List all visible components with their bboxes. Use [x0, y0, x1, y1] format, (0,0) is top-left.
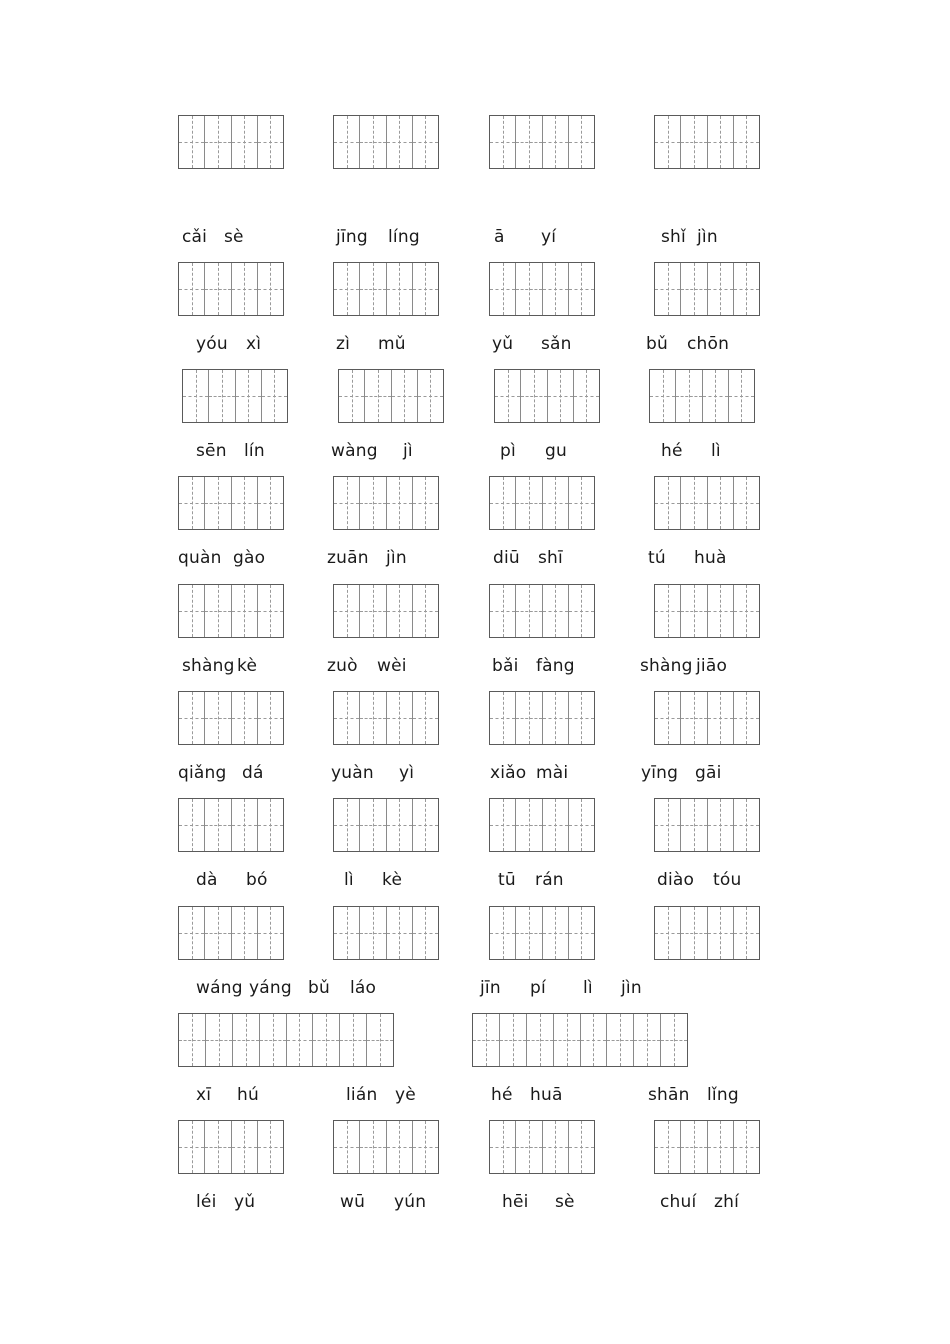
character-cell[interactable]	[495, 370, 520, 422]
pinyin-syllable: tú	[648, 548, 666, 568]
character-cell[interactable]	[179, 1014, 205, 1066]
character-cell[interactable]	[707, 477, 733, 529]
character-cell[interactable]	[515, 116, 541, 168]
pinyin-syllable: gu	[545, 441, 567, 461]
character-cell[interactable]	[334, 116, 359, 168]
pinyin-syllable: sǎn	[541, 334, 572, 354]
character-cell[interactable]	[568, 263, 594, 315]
pinyin-syllable: fàng	[536, 656, 575, 676]
writing-box-idiom[interactable]	[472, 1013, 688, 1067]
character-cell[interactable]	[707, 585, 733, 637]
pinyin-syllable: láo	[350, 978, 377, 998]
character-cell[interactable]	[231, 799, 257, 851]
writing-box-idiom[interactable]	[178, 1013, 394, 1067]
character-cell[interactable]	[675, 370, 701, 422]
pinyin-syllable: bó	[246, 870, 268, 890]
pinyin-syllable: shàng	[182, 656, 235, 676]
pinyin-syllable: tū	[498, 870, 516, 890]
character-cell[interactable]	[179, 692, 204, 744]
character-cell[interactable]	[257, 263, 283, 315]
pinyin-syllable: huā	[530, 1085, 563, 1105]
pinyin-syllable: yè	[395, 1085, 416, 1105]
character-cell[interactable]	[179, 116, 204, 168]
character-cell[interactable]	[364, 370, 390, 422]
writing-box[interactable]	[654, 691, 760, 745]
writing-box[interactable]	[654, 262, 760, 316]
character-cell[interactable]	[490, 585, 515, 637]
character-cell[interactable]	[179, 799, 204, 851]
character-cell[interactable]	[412, 585, 438, 637]
pinyin-syllable: jiāo	[696, 656, 728, 676]
pinyin-syllable: shàng	[640, 656, 693, 676]
character-cell[interactable]	[179, 907, 204, 959]
character-cell[interactable]	[515, 799, 541, 851]
writing-box[interactable]	[178, 262, 284, 316]
character-cell[interactable]	[359, 263, 385, 315]
character-cell[interactable]	[231, 477, 257, 529]
pinyin-syllable: bǎi	[492, 656, 519, 676]
character-cell[interactable]	[359, 1121, 385, 1173]
pinyin-syllable: xì	[246, 334, 262, 354]
writing-box[interactable]	[178, 691, 284, 745]
character-cell[interactable]	[257, 116, 283, 168]
pinyin-syllable: qiǎng	[178, 763, 227, 783]
character-cell[interactable]	[386, 907, 412, 959]
character-cell[interactable]	[655, 692, 680, 744]
writing-box[interactable]	[489, 476, 595, 530]
character-cell[interactable]	[568, 116, 594, 168]
pinyin-syllable: jì	[403, 441, 413, 461]
pinyin-syllable: bǔ	[308, 978, 330, 998]
writing-box[interactable]	[178, 906, 284, 960]
writing-box[interactable]	[178, 584, 284, 638]
character-cell[interactable]	[680, 263, 706, 315]
writing-box[interactable]	[333, 115, 439, 169]
writing-box[interactable]	[178, 798, 284, 852]
character-cell[interactable]	[707, 116, 733, 168]
character-cell[interactable]	[707, 799, 733, 851]
character-cell[interactable]	[728, 370, 754, 422]
character-cell[interactable]	[204, 585, 230, 637]
character-cell[interactable]	[334, 692, 359, 744]
character-cell[interactable]	[179, 1121, 204, 1173]
character-cell[interactable]	[235, 370, 261, 422]
character-cell[interactable]	[412, 116, 438, 168]
pinyin-syllable: lián	[346, 1085, 378, 1105]
character-cell[interactable]	[542, 585, 568, 637]
character-cell[interactable]	[204, 692, 230, 744]
character-cell[interactable]	[490, 1121, 515, 1173]
writing-box[interactable]	[178, 1120, 284, 1174]
character-cell[interactable]	[733, 116, 759, 168]
pinyin-syllable: huà	[694, 548, 727, 568]
writing-box[interactable]	[489, 115, 595, 169]
character-cell[interactable]	[568, 477, 594, 529]
writing-box[interactable]	[333, 798, 439, 852]
character-cell[interactable]	[412, 1121, 438, 1173]
pinyin-syllable: shān	[648, 1085, 690, 1105]
pinyin-syllable: lì	[583, 978, 593, 998]
character-cell[interactable]	[490, 907, 515, 959]
character-cell[interactable]	[515, 907, 541, 959]
writing-box[interactable]	[178, 476, 284, 530]
character-cell[interactable]	[655, 1121, 680, 1173]
writing-box[interactable]	[333, 1120, 439, 1174]
pinyin-syllable: líng	[388, 227, 420, 247]
pinyin-syllable: dà	[196, 870, 218, 890]
character-cell[interactable]	[231, 263, 257, 315]
character-cell[interactable]	[660, 1014, 687, 1066]
writing-box[interactable]	[489, 262, 595, 316]
pinyin-syllable: yuàn	[331, 763, 374, 783]
character-cell[interactable]	[707, 692, 733, 744]
character-cell[interactable]	[707, 1121, 733, 1173]
character-cell[interactable]	[412, 907, 438, 959]
character-cell[interactable]	[359, 477, 385, 529]
pinyin-syllable: wàng	[331, 441, 378, 461]
character-cell[interactable]	[515, 263, 541, 315]
character-cell[interactable]	[680, 116, 706, 168]
character-cell[interactable]	[339, 1014, 366, 1066]
character-cell[interactable]	[542, 1121, 568, 1173]
pinyin-syllable: hé	[661, 441, 683, 461]
character-cell[interactable]	[490, 263, 515, 315]
character-cell[interactable]	[655, 799, 680, 851]
pinyin-syllable: sēn	[196, 441, 227, 461]
pinyin-syllable: jīng	[336, 227, 368, 247]
character-cell[interactable]	[417, 370, 443, 422]
character-cell[interactable]	[680, 1121, 706, 1173]
character-cell[interactable]	[204, 116, 230, 168]
character-cell[interactable]	[386, 116, 412, 168]
pinyin-syllable: jìn	[621, 978, 642, 998]
pinyin-syllable: yīng	[641, 763, 679, 783]
pinyin-syllable: yún	[394, 1192, 427, 1212]
writing-box[interactable]	[178, 115, 284, 169]
character-cell[interactable]	[553, 1014, 580, 1066]
character-cell[interactable]	[568, 692, 594, 744]
character-cell[interactable]	[542, 799, 568, 851]
character-cell[interactable]	[568, 799, 594, 851]
character-cell[interactable]	[412, 799, 438, 851]
pinyin-syllable: chuí	[660, 1192, 697, 1212]
character-cell[interactable]	[568, 1121, 594, 1173]
writing-box[interactable]	[489, 798, 595, 852]
character-cell[interactable]	[655, 585, 680, 637]
pinyin-syllable: tóu	[713, 870, 742, 890]
pinyin-syllable: xī	[196, 1085, 212, 1105]
character-cell[interactable]	[334, 263, 359, 315]
pinyin-syllable: gào	[233, 548, 266, 568]
character-cell[interactable]	[733, 907, 759, 959]
character-cell[interactable]	[334, 907, 359, 959]
pinyin-syllable: lín	[244, 441, 265, 461]
pinyin-syllable: wáng	[196, 978, 243, 998]
pinyin-syllable: pí	[530, 978, 546, 998]
character-cell[interactable]	[655, 477, 680, 529]
character-cell[interactable]	[412, 692, 438, 744]
character-cell[interactable]	[515, 692, 541, 744]
character-cell[interactable]	[257, 1121, 283, 1173]
character-cell[interactable]	[526, 1014, 553, 1066]
character-cell[interactable]	[257, 907, 283, 959]
character-cell[interactable]	[386, 263, 412, 315]
character-cell[interactable]	[183, 370, 208, 422]
character-cell[interactable]	[568, 907, 594, 959]
character-cell[interactable]	[733, 799, 759, 851]
pinyin-syllable: lì	[344, 870, 354, 890]
pinyin-syllable: cǎi	[182, 227, 208, 247]
pinyin-syllable: xiǎo	[490, 763, 527, 783]
pinyin-syllable: ā	[494, 227, 505, 247]
character-cell[interactable]	[547, 370, 573, 422]
character-cell[interactable]	[257, 692, 283, 744]
writing-box[interactable]	[333, 906, 439, 960]
character-cell[interactable]	[733, 692, 759, 744]
character-cell[interactable]	[568, 585, 594, 637]
pinyin-syllable: wèi	[377, 656, 407, 676]
pinyin-syllable: zì	[336, 334, 351, 354]
character-cell[interactable]	[386, 1121, 412, 1173]
character-cell[interactable]	[179, 477, 204, 529]
pinyin-syllable: hé	[491, 1085, 513, 1105]
writing-box[interactable]	[654, 115, 760, 169]
character-cell[interactable]	[680, 585, 706, 637]
character-cell[interactable]	[334, 1121, 359, 1173]
pinyin-syllable: jīn	[480, 978, 501, 998]
character-cell[interactable]	[231, 585, 257, 637]
writing-box[interactable]	[649, 369, 755, 423]
character-cell[interactable]	[490, 116, 515, 168]
character-cell[interactable]	[179, 263, 204, 315]
character-cell[interactable]	[542, 263, 568, 315]
character-cell[interactable]	[261, 370, 287, 422]
pinyin-syllable: lì	[711, 441, 721, 461]
character-cell[interactable]	[707, 263, 733, 315]
character-cell[interactable]	[542, 907, 568, 959]
pinyin-syllable: pì	[500, 441, 516, 461]
character-cell[interactable]	[515, 585, 541, 637]
character-cell[interactable]	[606, 1014, 633, 1066]
character-cell[interactable]	[257, 799, 283, 851]
writing-box[interactable]	[182, 369, 288, 423]
character-cell[interactable]	[359, 799, 385, 851]
pinyin-syllable: yóu	[196, 334, 228, 354]
writing-box[interactable]	[489, 691, 595, 745]
character-cell[interactable]	[707, 907, 733, 959]
character-cell[interactable]	[386, 477, 412, 529]
character-cell[interactable]	[231, 116, 257, 168]
writing-box[interactable]	[333, 262, 439, 316]
pinyin-syllable: yí	[541, 227, 557, 247]
writing-box[interactable]	[489, 584, 595, 638]
pinyin-syllable: rán	[535, 870, 564, 890]
pinyin-syllable: léi	[196, 1192, 217, 1212]
character-cell[interactable]	[386, 585, 412, 637]
character-cell[interactable]	[490, 692, 515, 744]
character-cell[interactable]	[542, 116, 568, 168]
pinyin-syllable: mài	[536, 763, 569, 783]
pinyin-syllable: bǔ	[646, 334, 668, 354]
pinyin-syllable: yǔ	[492, 334, 514, 354]
character-cell[interactable]	[733, 477, 759, 529]
character-cell[interactable]	[179, 585, 204, 637]
character-cell[interactable]	[490, 477, 515, 529]
character-cell[interactable]	[359, 116, 385, 168]
character-cell[interactable]	[520, 370, 546, 422]
pinyin-syllable: hēi	[502, 1192, 529, 1212]
character-cell[interactable]	[312, 1014, 339, 1066]
character-cell[interactable]	[359, 585, 385, 637]
character-cell[interactable]	[386, 799, 412, 851]
character-cell[interactable]	[515, 477, 541, 529]
pinyin-syllable: kè	[382, 870, 403, 890]
writing-box[interactable]	[333, 584, 439, 638]
character-cell[interactable]	[680, 477, 706, 529]
character-cell[interactable]	[515, 1121, 541, 1173]
writing-box[interactable]	[489, 1120, 595, 1174]
pinyin-syllable: wū	[340, 1192, 366, 1212]
pinyin-syllable: jìn	[386, 548, 407, 568]
character-cell[interactable]	[650, 370, 675, 422]
pinyin-syllable: lǐng	[707, 1085, 739, 1105]
character-cell[interactable]	[334, 477, 359, 529]
writing-box[interactable]	[654, 476, 760, 530]
writing-box[interactable]	[654, 1120, 760, 1174]
character-cell[interactable]	[205, 1014, 232, 1066]
writing-box[interactable]	[338, 369, 444, 423]
pinyin-syllable: quàn	[178, 548, 222, 568]
character-cell[interactable]	[680, 799, 706, 851]
writing-box[interactable]	[654, 584, 760, 638]
character-cell[interactable]	[257, 477, 283, 529]
character-cell[interactable]	[366, 1014, 393, 1066]
pinyin-syllable: diū	[493, 548, 520, 568]
pinyin-syllable: hú	[237, 1085, 259, 1105]
character-cell[interactable]	[386, 692, 412, 744]
character-cell[interactable]	[542, 692, 568, 744]
character-cell[interactable]	[655, 116, 680, 168]
pinyin-syllable: zuò	[327, 656, 358, 676]
character-cell[interactable]	[204, 907, 230, 959]
writing-box[interactable]	[654, 798, 760, 852]
writing-box[interactable]	[489, 906, 595, 960]
character-cell[interactable]	[231, 692, 257, 744]
pinyin-syllable: chōn	[687, 334, 730, 354]
character-cell[interactable]	[542, 477, 568, 529]
character-cell[interactable]	[231, 1121, 257, 1173]
character-cell[interactable]	[473, 1014, 499, 1066]
character-cell[interactable]	[286, 1014, 313, 1066]
character-cell[interactable]	[490, 799, 515, 851]
character-cell[interactable]	[655, 263, 680, 315]
character-cell[interactable]	[204, 477, 230, 529]
character-cell[interactable]	[702, 370, 728, 422]
pinyin-syllable: mǔ	[378, 334, 406, 354]
pinyin-syllable: yǔ	[234, 1192, 256, 1212]
writing-box[interactable]	[654, 906, 760, 960]
pinyin-syllable: dá	[242, 763, 264, 783]
pinyin-syllable: yáng	[249, 978, 292, 998]
character-cell[interactable]	[339, 370, 364, 422]
character-cell[interactable]	[580, 1014, 607, 1066]
writing-box[interactable]	[333, 691, 439, 745]
character-cell[interactable]	[257, 585, 283, 637]
pinyin-syllable: shī	[538, 548, 563, 568]
character-cell[interactable]	[733, 263, 759, 315]
pinyin-syllable: diào	[657, 870, 695, 890]
character-cell[interactable]	[680, 907, 706, 959]
character-cell[interactable]	[359, 907, 385, 959]
character-cell[interactable]	[334, 799, 359, 851]
character-cell[interactable]	[573, 370, 599, 422]
character-cell[interactable]	[204, 799, 230, 851]
pinyin-syllable: sè	[224, 227, 244, 247]
character-cell[interactable]	[259, 1014, 286, 1066]
character-cell[interactable]	[232, 1014, 259, 1066]
pinyin-syllable: jìn	[697, 227, 718, 247]
character-cell[interactable]	[412, 477, 438, 529]
pinyin-syllable: zhí	[714, 1192, 740, 1212]
writing-box[interactable]	[333, 476, 439, 530]
writing-box[interactable]	[494, 369, 600, 423]
character-cell[interactable]	[204, 263, 230, 315]
character-cell[interactable]	[733, 1121, 759, 1173]
character-cell[interactable]	[499, 1014, 526, 1066]
character-cell[interactable]	[359, 692, 385, 744]
pinyin-syllable: zuān	[327, 548, 369, 568]
character-cell[interactable]	[680, 692, 706, 744]
pinyin-syllable: kè	[237, 656, 258, 676]
pinyin-syllable: gāi	[695, 763, 722, 783]
pinyin-syllable: shǐ	[661, 227, 686, 247]
character-cell[interactable]	[391, 370, 417, 422]
character-cell[interactable]	[204, 1121, 230, 1173]
character-cell[interactable]	[208, 370, 234, 422]
character-cell[interactable]	[334, 585, 359, 637]
character-cell[interactable]	[655, 907, 680, 959]
character-cell[interactable]	[412, 263, 438, 315]
character-cell[interactable]	[633, 1014, 660, 1066]
pinyin-syllable: yì	[399, 763, 415, 783]
pinyin-syllable: sè	[555, 1192, 575, 1212]
character-cell[interactable]	[733, 585, 759, 637]
character-cell[interactable]	[231, 907, 257, 959]
